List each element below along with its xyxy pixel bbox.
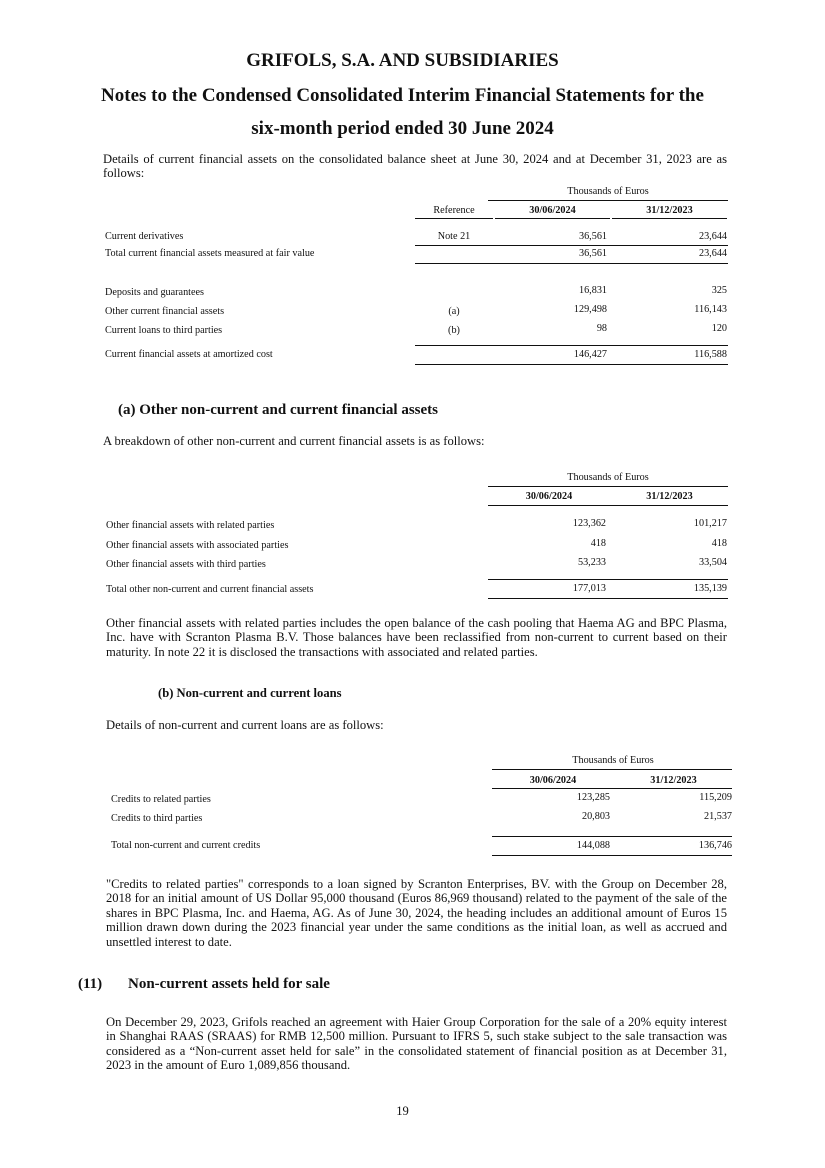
table1-row-v2: 325 — [711, 285, 727, 296]
table1-row-label: Total current financial assets measured at fair value — [105, 248, 315, 259]
table1-row-v1: 36,561 — [578, 231, 607, 242]
table3-total-bottom-rule — [492, 855, 732, 856]
table3-group-rule — [492, 769, 732, 770]
document-title-line2: six-month period ended 30 June 2024 — [251, 118, 554, 139]
table3-row-v2: 115,209 — [699, 792, 732, 803]
table1-row-v2: 23,644 — [698, 231, 727, 242]
table1-header-rule-c2 — [612, 218, 727, 219]
section-b-heading: (b) Non-current and current loans — [158, 686, 342, 700]
table3-col-2024: 30/06/2024 — [529, 775, 577, 786]
table1-row-v1: 16,831 — [578, 285, 607, 296]
section-b-note: "Credits to related parties" corresponds to a loan signed by Scranton Enterprises, BV. with the Group on December 28, 2018 for an initial amount of US Dollar 95,000 thousand (Euros 86,969 thousand) related to the payment of the sale of the shares in BPC Plasma, Inc. and Haema, AG. As of June 30, 2024, the heading includes an additional amount of Euros 15 million drawn down during the 2023 financial year under the same conditions as the initial loan, as well as accrued and unsettled interest to date. — [106, 877, 727, 949]
table1-row-label: Other current financial assets — [105, 306, 225, 317]
section-11-text: On December 29, 2023, Grifols reached an agreement with Haier Group Corporation for the sale of a 20% equity interest in Shanghai RAAS (SRAAS) for RMB 12,500 million. Pursuant to IFRS 5, such stake subject to the sale transaction was considered as a “Non-current asset held for sale” in the consolidated statement of financial position as at December 31, 2023 in the amount of Euro 1,089,856 thousand. — [106, 1015, 727, 1073]
section-a-intro: A breakdown of other non-current and current financial assets is as follows: — [103, 434, 485, 448]
table2-header-rule — [488, 505, 728, 506]
table3-row-label: Credits to third parties — [111, 813, 203, 824]
table1-row-label: Current financial assets at amortized cost — [105, 349, 273, 360]
table1-col-reference: Reference — [433, 205, 475, 216]
table3-row-v2: 136,746 — [698, 840, 732, 851]
table1-row-label: Current loans to third parties — [105, 325, 223, 336]
table1-col-2023: 31/12/2023 — [646, 205, 693, 216]
table3-row-v1: 123,285 — [576, 792, 610, 803]
table2-col-2024: 30/06/2024 — [525, 491, 573, 502]
section-a-heading: (a) Other non-current and current financial assets — [118, 402, 438, 418]
table2-row-label: Total other non-current and current financial assets — [106, 584, 314, 595]
table2-col-2023: 31/12/2023 — [646, 491, 693, 502]
company-name: GRIFOLS, S.A. AND SUBSIDIARIES — [246, 50, 559, 71]
table1-row-label: Deposits and guarantees — [105, 287, 205, 298]
table3-row-label: Credits to related parties — [111, 794, 211, 805]
page-number: 19 — [396, 1104, 409, 1118]
table1-row-v2: 23,644 — [698, 248, 727, 259]
table1-row-label: Current derivatives — [105, 231, 184, 242]
table1-row-v1: 98 — [596, 323, 607, 334]
table2-group-header: Thousands of Euros — [567, 472, 649, 483]
table1-group-rule — [488, 200, 728, 201]
table2-row-label: Other financial assets with third parties — [106, 559, 266, 570]
table1-total-rule — [415, 345, 728, 346]
table1-row-ref: Note 21 — [437, 231, 471, 242]
table1-row-v1: 36,561 — [578, 248, 607, 259]
table2-row-v2: 101,217 — [693, 518, 727, 529]
table2-row-v1: 123,362 — [572, 518, 606, 529]
table3-row-v2: 21,537 — [703, 811, 732, 822]
table3-row-v1: 144,088 — [576, 840, 610, 851]
table1-total-bottom-rule — [415, 364, 728, 365]
table1-row-ref: (a) — [448, 306, 460, 317]
section-11-number: (11) — [78, 976, 103, 992]
table3-row-label: Total non-current and current credits — [111, 840, 261, 851]
section-b-intro: Details of non-current and current loans are as follows: — [106, 718, 384, 732]
table1-row-v1: 129,498 — [573, 304, 607, 315]
table2-row-v2: 418 — [711, 538, 727, 549]
table2-row-v2: 135,139 — [693, 583, 727, 594]
table2-row-v1: 53,233 — [577, 557, 606, 568]
table3-header-rule — [492, 788, 732, 789]
section-11-heading: Non-current assets held for sale — [128, 976, 330, 992]
table2-group-rule — [488, 486, 728, 487]
table1-row-v2: 120 — [711, 323, 727, 334]
table1-header-rule-c1 — [495, 218, 610, 219]
table2-row-label: Other financial assets with associated parties — [106, 540, 289, 551]
table1-row-v2: 116,143 — [694, 304, 727, 315]
section-a-note: Other financial assets with related parties includes the open balance of the cash pooling that Haema AG and BPC Plasma, Inc. have with Scranton Plasma B.V. Those balances have been reclassified from non-current to current based on their maturity. In note 22 it is disclosed the transactions with associated and related parties. — [106, 616, 727, 659]
table2-row-v1: 418 — [590, 538, 606, 549]
table2-row-label: Other financial assets with related parties — [106, 520, 275, 531]
table2-row-v2: 33,504 — [698, 557, 727, 568]
table1-header-rule-ref — [415, 218, 493, 219]
table3-group-header: Thousands of Euros — [572, 755, 654, 766]
table2-total-rule — [488, 579, 728, 580]
table3-total-rule — [492, 836, 732, 837]
table2-total-bottom-rule — [488, 598, 728, 599]
table1-row-ref: (b) — [448, 325, 460, 336]
table1-row-v1: 146,427 — [573, 349, 607, 360]
table2-row-v1: 177,013 — [572, 583, 606, 594]
table1-subtotal-rule — [415, 245, 728, 246]
table3-row-v1: 20,803 — [581, 811, 610, 822]
table3-col-2023: 31/12/2023 — [650, 775, 697, 786]
document-title-line1: Notes to the Condensed Consolidated Interim Financial Statements for the — [101, 85, 704, 106]
table1-subtotal-bottom-rule — [415, 263, 728, 264]
intro-paragraph: Details of current financial assets on the consolidated balance sheet at June 30, 2024 and at December 31, 2023 are as follows: — [103, 152, 727, 181]
table1-group-header: Thousands of Euros — [567, 186, 649, 197]
table1-col-2024: 30/06/2024 — [529, 205, 576, 216]
table1-row-v2: 116,588 — [694, 349, 727, 360]
